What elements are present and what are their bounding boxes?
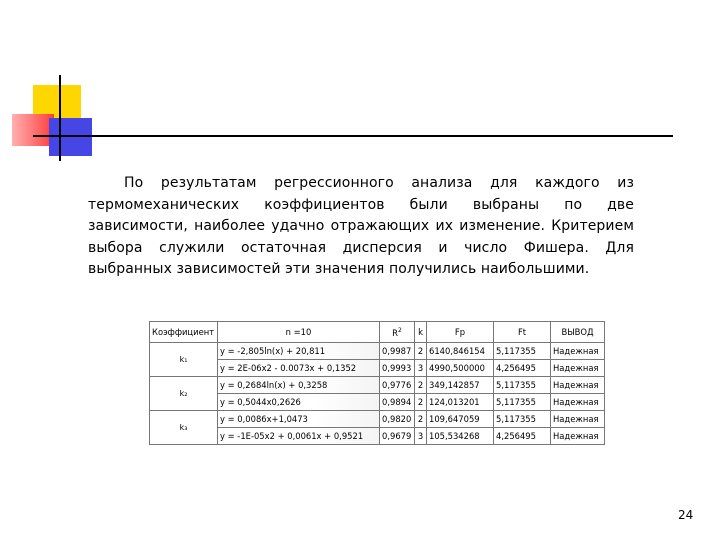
ft-cell: 5,117355 xyxy=(494,411,551,428)
table-row xyxy=(150,360,605,377)
decor-vertical-line xyxy=(59,75,61,161)
page-number: 24 xyxy=(678,508,694,522)
header-r2-sup: 2 xyxy=(398,326,402,334)
ft-cell: 5,117355 xyxy=(494,377,551,394)
fp-cell: 105,534268 xyxy=(427,428,494,445)
coef-cell: k₂ xyxy=(150,377,218,411)
out-cell: Надежная xyxy=(551,360,605,377)
header-r2-base: R xyxy=(392,327,398,338)
fp-cell: 109,647059 xyxy=(427,411,494,428)
coef-cell: k₁ xyxy=(150,343,218,377)
decor-square-red-shade xyxy=(12,114,54,146)
out-cell: Надежная xyxy=(551,411,605,428)
k-cell: 2 xyxy=(415,377,427,394)
table-row xyxy=(150,428,605,445)
eq-cell: y = 0,0086x+1,0473 xyxy=(218,411,380,428)
k-cell: 2 xyxy=(415,411,427,428)
r2-cell: 0,9987 xyxy=(380,343,415,360)
regression-table xyxy=(149,321,604,445)
coef-cell: k₃ xyxy=(150,411,218,445)
k-cell: 3 xyxy=(415,428,427,445)
header-fp: Fp xyxy=(427,322,494,343)
header-coef: Коэффициент xyxy=(150,322,218,343)
header-eq: n =10 xyxy=(218,322,380,343)
k-cell: 3 xyxy=(415,360,427,377)
header-k: k xyxy=(415,322,427,343)
out-cell: Надежная xyxy=(551,343,605,360)
fp-cell: 349,142857 xyxy=(427,377,494,394)
eq-cell: y = 0,2684ln(x) + 0,3258 xyxy=(218,377,380,394)
k-cell: 2 xyxy=(415,394,427,411)
decor-square-blue xyxy=(49,118,92,156)
ft-cell: 4,256495 xyxy=(494,428,551,445)
r2-cell: 0,9679 xyxy=(380,428,415,445)
out-cell: Надежная xyxy=(551,377,605,394)
table-row xyxy=(150,394,605,411)
header-out: ВЫВОД xyxy=(551,322,605,343)
eq-cell: y = 2E-06x2 - 0.0073x + 0,1352 xyxy=(218,360,380,377)
eq-cell: y = -2,805ln(x) + 20,811 xyxy=(218,343,380,360)
decor-horizontal-line xyxy=(33,135,673,137)
fp-cell: 124,013201 xyxy=(427,394,494,411)
r2-cell: 0,9820 xyxy=(380,411,415,428)
ft-cell: 4,256495 xyxy=(494,360,551,377)
fp-cell: 6140,846154 xyxy=(427,343,494,360)
k-cell: 2 xyxy=(415,343,427,360)
r2-cell: 0,9776 xyxy=(380,377,415,394)
r2-cell: 0,9993 xyxy=(380,360,415,377)
out-cell: Надежная xyxy=(551,394,605,411)
ft-cell: 5,117355 xyxy=(494,394,551,411)
fp-cell: 4990,500000 xyxy=(427,360,494,377)
table-row xyxy=(150,377,605,394)
body-paragraph: По результатам регрессионного анализа для каждого из термомеханических коэффициентов были выбраны по две зависимости, наиболее удачно отражающих их изменение. Критерием выбора служили остаточная дисперсия и число Фишера. Для выбранных зависимостей эти значения получились наибольшими. xyxy=(88,175,634,278)
table-row xyxy=(150,343,605,360)
r2-cell: 0,9894 xyxy=(380,394,415,411)
eq-cell: y = 0,5044x0,2626 xyxy=(218,394,380,411)
header-r2 xyxy=(380,322,415,343)
eq-cell: y = -1E-05x2 + 0,0061x + 0,9521 xyxy=(218,428,380,445)
table-header-row xyxy=(150,322,605,343)
out-cell: Надежная xyxy=(551,428,605,445)
ft-cell: 5,117355 xyxy=(494,343,551,360)
table-row xyxy=(150,411,605,428)
header-ft: Ft xyxy=(494,322,551,343)
